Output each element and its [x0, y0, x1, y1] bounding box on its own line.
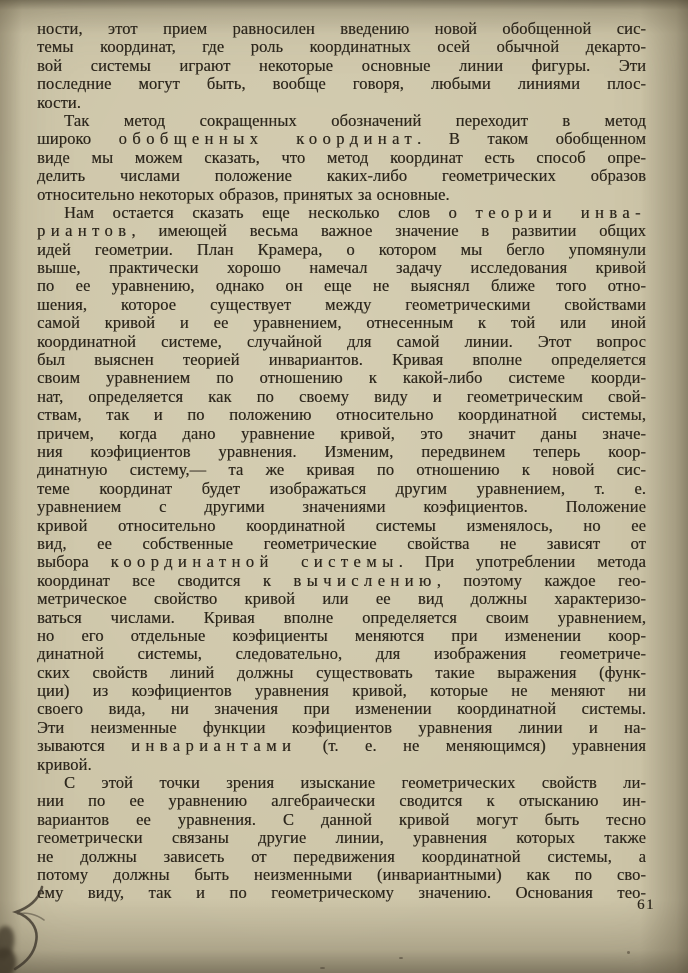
letterspaced-text-run: вычислению — [293, 571, 437, 590]
text-run: ваться числами. Кривая вполне определяется своим уравнением, — [37, 608, 646, 627]
text-line — [37, 333, 646, 351]
text-run: координатной системе, случайной для самой линии. Этот вопрос — [37, 332, 646, 351]
text-line — [37, 351, 646, 369]
text-run: . В таком обобщенном — [417, 130, 646, 149]
text-line — [37, 314, 646, 332]
text-line — [37, 186, 646, 204]
text-run: потому должны быть неизменными (инвариантными) как по сво- — [37, 865, 646, 884]
text-line — [37, 461, 646, 479]
text-line — [37, 167, 646, 185]
text-run: Эти неизменные функции коэфициентов уравнения линии и на- — [37, 718, 646, 737]
paper-speck — [627, 951, 630, 954]
text-line — [37, 277, 646, 295]
text-run: метрическое свойство кривой или ее вид должны характеризо- — [37, 590, 646, 609]
text-line — [37, 627, 646, 645]
text-run: . При употреблении метода — [398, 553, 646, 572]
text-line — [37, 792, 646, 810]
text-line — [37, 829, 646, 847]
text-run: темы координат, где роль координатных осей обычной декарто- — [37, 38, 646, 57]
text-run: по ее уравнению, однако он еще не выяснял ближе того отно- — [37, 277, 646, 296]
text-line — [37, 296, 646, 314]
text-run: делить числами положение каких-либо геометрических образов — [37, 167, 646, 186]
text-run: вой системы играют некоторые основные линии фигуры. Эти — [37, 56, 646, 75]
text-line — [37, 866, 646, 884]
text-line — [37, 700, 646, 718]
page-number: 61 — [637, 897, 655, 913]
text-run: зываются — [37, 737, 132, 756]
text-line — [37, 20, 646, 38]
text-run: виде мы можем сказать, что метод координат есть способ опре- — [37, 148, 646, 167]
text-line — [37, 884, 646, 902]
letterspaced-text-run: риантов — [37, 222, 132, 241]
text-line — [37, 369, 646, 387]
letterspaced-text-run: теории инва- — [475, 203, 646, 222]
text-line — [37, 443, 646, 461]
text-run: самой кривой и ее уравнением, отнесенным к той или иной — [37, 314, 646, 333]
text-line — [37, 664, 646, 682]
text-run: (т. е. не меняющимся) уравнения — [296, 737, 646, 756]
text-line — [37, 259, 646, 277]
text-run: не должны зависеть от передвижения координатной системы, а — [37, 847, 646, 866]
text-line — [37, 590, 646, 608]
text-run: теме координат будет изображаться другим уравнением, т. е. — [37, 479, 646, 498]
text-run: последние могут быть, вообще говоря, любыми линиями плос- — [37, 75, 646, 94]
text-run: , поэтому каждое гео- — [436, 571, 646, 590]
text-run: кривой. — [37, 755, 92, 774]
text-run: динатную систему,— та же кривая по отношению к новой сис- — [37, 461, 646, 480]
text-run: выбора — [37, 553, 111, 572]
text-run: своего вида, ни значения при изменении координатной системы. — [37, 700, 646, 719]
text-run: идей геометрии. План Крамера, о котором мы бегло упомянули — [37, 240, 646, 259]
text-line — [37, 204, 646, 222]
text-run: ствам, так и по положению относительно координатной системы, — [37, 406, 646, 425]
text-run: своим уравнением по отношению к какой-либо системе коорди- — [37, 369, 646, 388]
text-run: геометрически связаны другие линии, уравнения которых также — [37, 829, 646, 848]
text-line — [37, 130, 646, 148]
text-line — [37, 57, 646, 75]
text-run: кости. — [37, 93, 81, 112]
text-run: нат, определяется как по своему виду и геометрическим свой- — [37, 387, 646, 406]
text-run: Так метод сокращенных обозначений переходит в метод — [64, 111, 646, 130]
text-run: ности, этот прием равносилен введению новой обобщенной сис- — [37, 20, 646, 38]
letterspaced-text-run: обобщенных координат — [118, 130, 418, 149]
text-run: С этой точки зрения изыскание геометрических свойств ли- — [64, 774, 646, 793]
text-line — [37, 38, 646, 56]
text-line — [37, 535, 646, 553]
text-line — [37, 480, 646, 498]
text-run: кривой относительно координатной системы изменялось, но ее — [37, 516, 646, 535]
letterspaced-text-run: координатной системы — [110, 553, 399, 572]
text-block — [37, 20, 646, 903]
text-line — [37, 406, 646, 424]
text-line — [37, 149, 646, 167]
text-line — [37, 719, 646, 737]
text-line — [37, 848, 646, 866]
text-line — [37, 609, 646, 627]
text-run: был выяснен теорией инвариантов. Кривая вполне определяется — [37, 351, 646, 370]
text-line — [37, 498, 646, 516]
text-run: вид, ее собственные геометрические свойства не зависят от — [37, 534, 646, 553]
text-line — [37, 388, 646, 406]
text-line — [37, 737, 646, 755]
text-run: шения, которое существует между геометрическими свойствами — [37, 295, 646, 314]
text-line — [37, 112, 646, 130]
text-run: координат все сводится к — [37, 571, 294, 590]
text-line — [37, 75, 646, 93]
text-line — [37, 241, 646, 259]
text-run: вариантов ее уравнения. С данной кривой могут быть тесно — [37, 810, 646, 829]
text-line — [37, 645, 646, 663]
text-run: нии по ее уравнению алгебраически сводится к отысканию ин- — [37, 792, 646, 811]
paper-speck — [399, 957, 403, 959]
text-run: Нам остается сказать еще несколько слов о — [64, 203, 476, 222]
text-line — [37, 425, 646, 443]
text-line — [37, 774, 646, 792]
text-run: ему виду, так и по геометрическому значению. Основания тео- — [37, 884, 646, 903]
text-run: динатной системы, следовательно, для изображения геометриче- — [37, 645, 646, 664]
text-run: выше, практически хорошо намечал задачу исследования кривой — [37, 259, 646, 278]
text-line — [37, 756, 646, 774]
text-line — [37, 94, 646, 112]
paper-speck — [320, 967, 325, 969]
text-line — [37, 517, 646, 535]
letterspaced-text-run: инвариантами — [131, 737, 297, 756]
text-run: , имеющей весьма важное значение в развитии общих — [131, 222, 646, 241]
text-run: относительно некоторых образов, принятых за основные. — [37, 185, 450, 204]
text-line — [37, 811, 646, 829]
text-run: ских свойств линий должны существовать такие выражения (функ- — [37, 663, 646, 682]
text-run: широко — [37, 130, 119, 149]
text-run: ции) из коэфициентов уравнения кривой, которые не меняют ни — [37, 682, 646, 701]
text-run: уравнением с другими значениями коэфициентов. Положение — [37, 498, 646, 517]
text-line — [37, 572, 646, 590]
text-run: причем, когда дано уравнение кривой, это значит даны значе- — [37, 424, 646, 443]
text-line — [37, 682, 646, 700]
text-line — [37, 553, 646, 571]
text-run: ния коэфициентов уравнения. Изменим, передвинем теперь коор- — [37, 442, 646, 461]
text-line — [37, 222, 646, 240]
text-run: но его отдельные коэфициенты меняются при изменении коор- — [37, 626, 646, 645]
